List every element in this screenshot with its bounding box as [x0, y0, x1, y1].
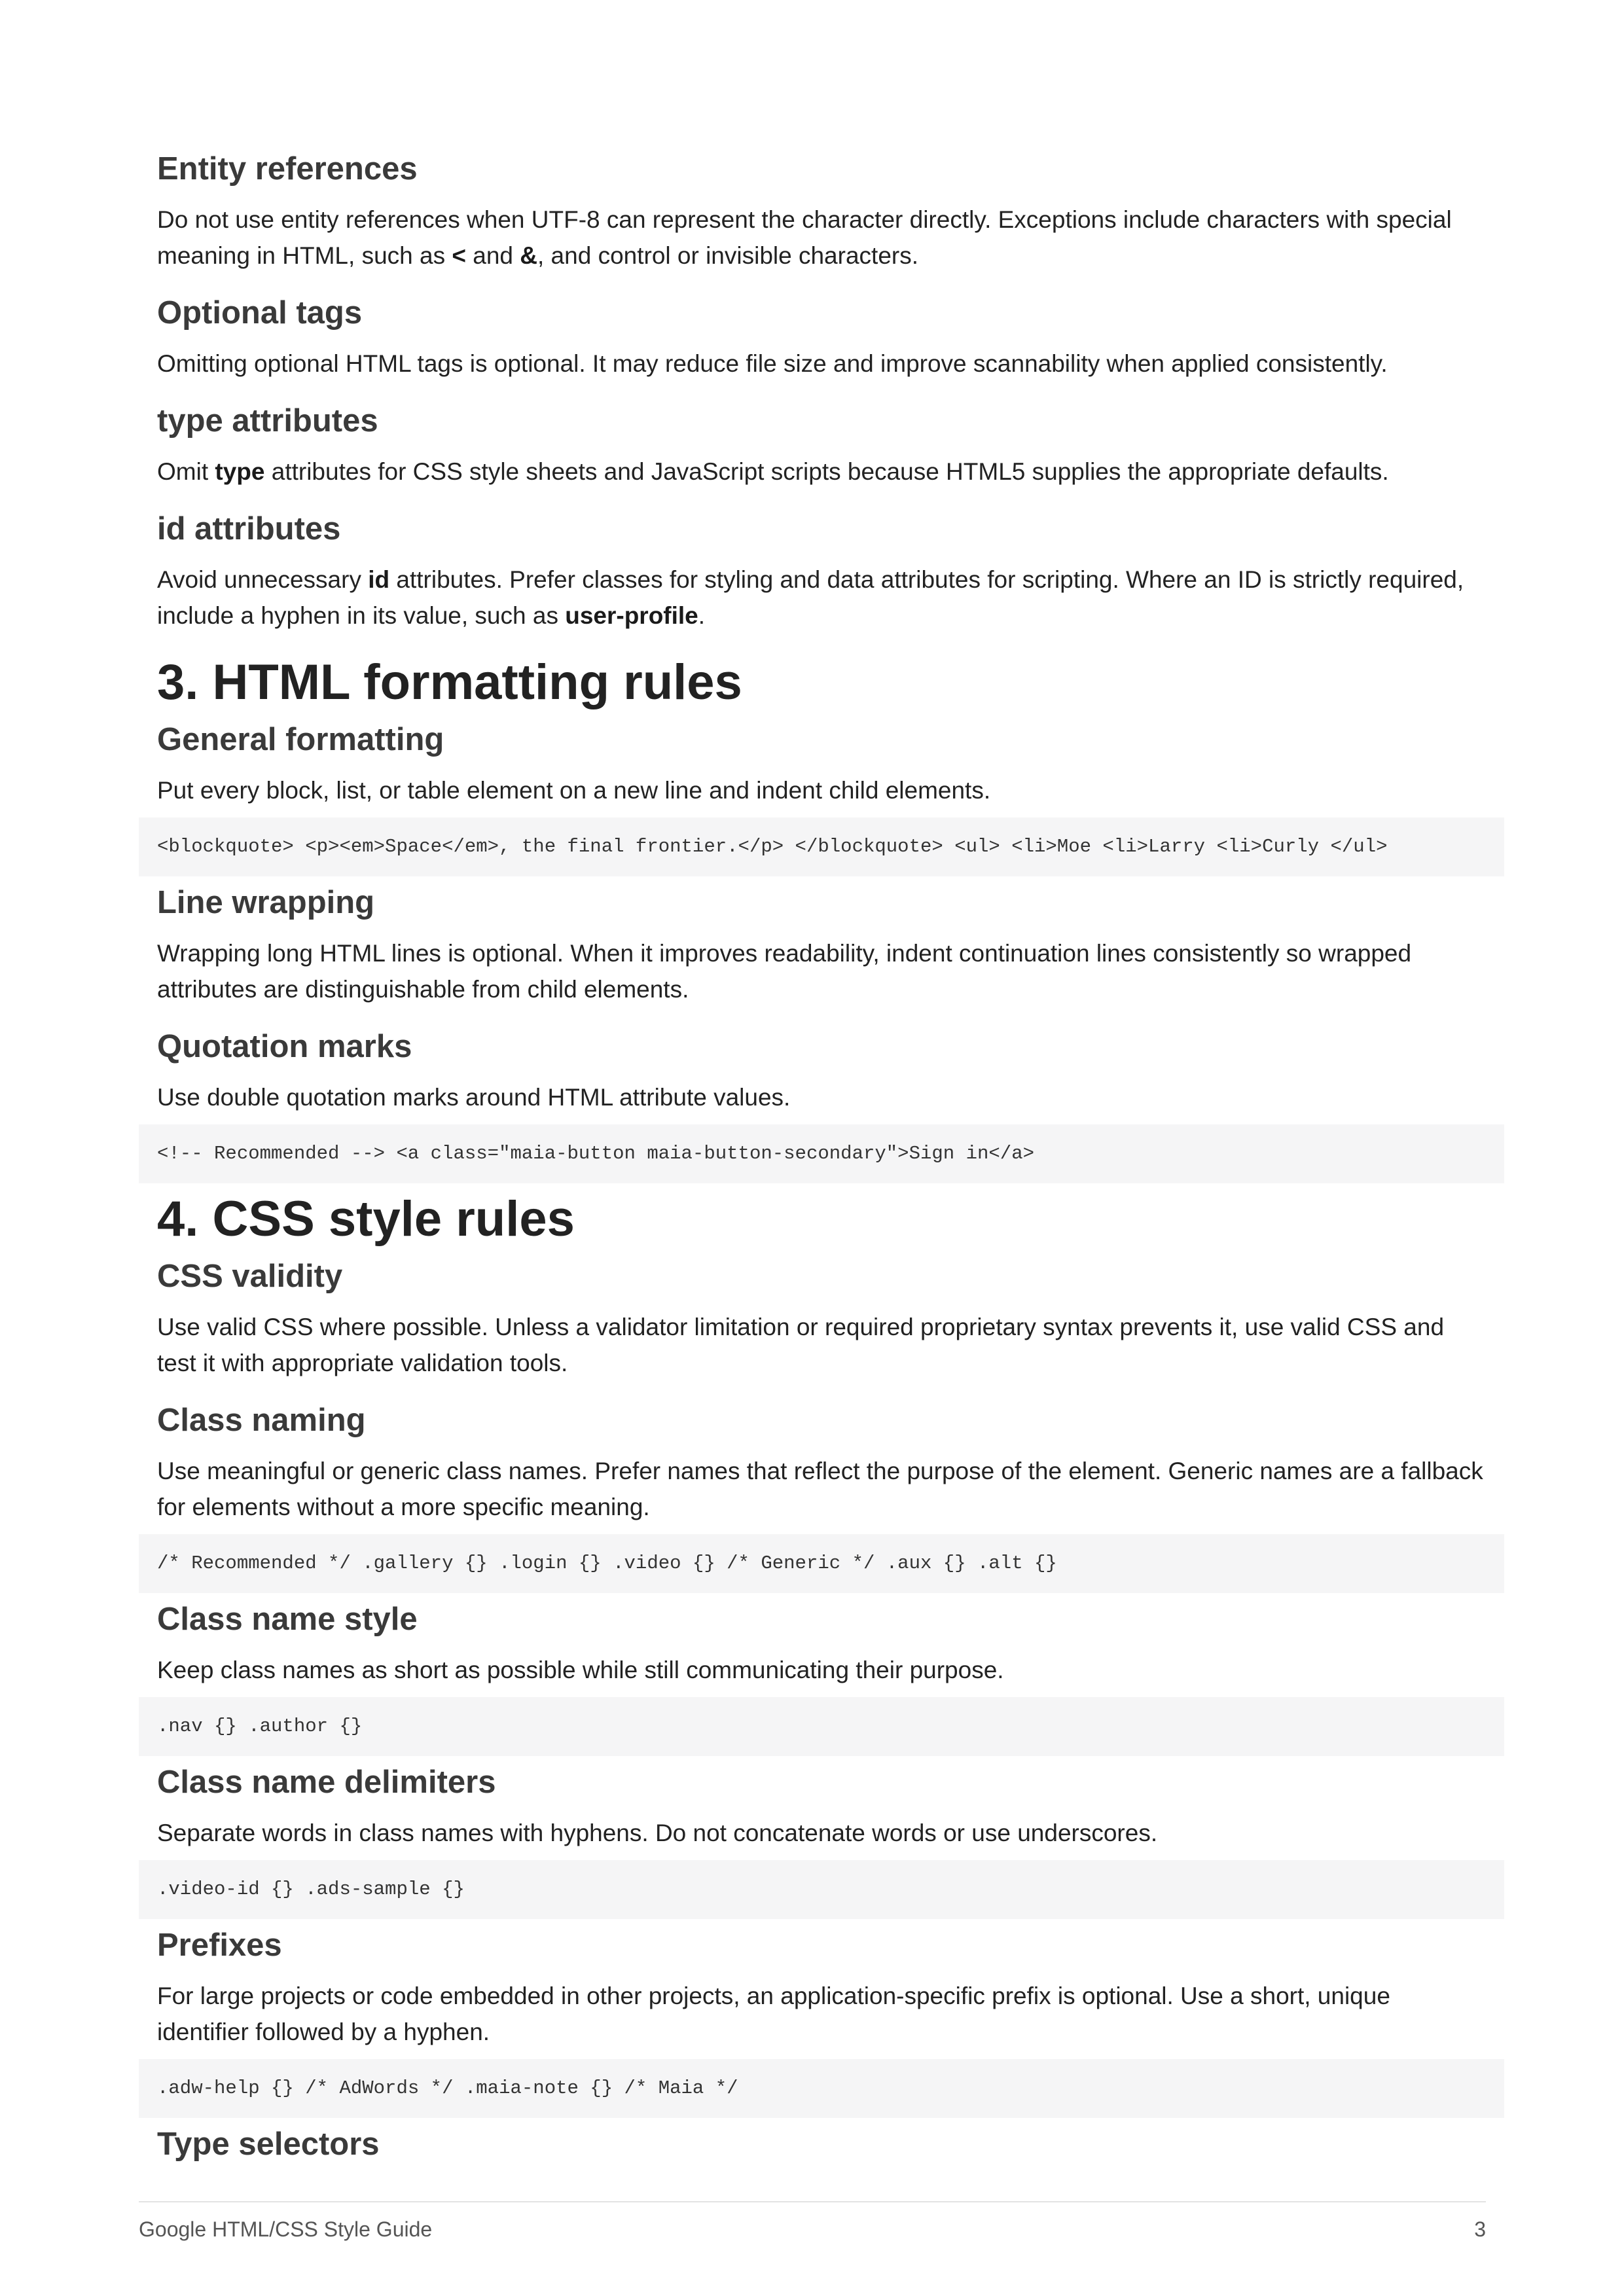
- heading-id-attributes: id attributes: [157, 511, 341, 547]
- code-block-class-name-delimiters: .video-id {} .ads-sample {}: [139, 1860, 1504, 1919]
- heading-prefixes: Prefixes: [157, 1928, 282, 1963]
- heading-general-formatting: General formatting: [157, 722, 444, 757]
- text-span: Do not use entity references when UTF-8 can represent the character directly. Exceptions include characters with special meaning in HTML, such as: [157, 206, 1452, 269]
- bold-type: type: [215, 458, 265, 485]
- paragraph-entity-references: [157, 202, 1486, 274]
- bold-lt: <: [452, 242, 466, 269]
- bold-id: id: [368, 566, 390, 593]
- text-span: and: [465, 242, 520, 269]
- paragraph-class-name-style: Keep class names as short as possible while still communicating their purpose.: [157, 1657, 1004, 1683]
- heading-quotation-marks: Quotation marks: [157, 1029, 412, 1064]
- paragraph-type-attributes: [157, 454, 1486, 490]
- bold-amp: &: [520, 242, 537, 269]
- bold-user-profile: user-profile: [565, 602, 698, 629]
- text-span: , and control or invisible characters.: [537, 242, 918, 269]
- heading-type-attributes: type attributes: [157, 403, 378, 439]
- text-span: attributes. Prefer classes for styling and data attributes for scripting. Where an ID is strictly required, include a hyphen in its value, such as: [157, 566, 1464, 629]
- footer-divider: [139, 2201, 1486, 2202]
- paragraph-prefixes: For large projects or code embedded in other projects, an application-specific prefix is optional. Use a short, unique identifier followed by a hyphen.: [157, 1982, 1390, 2045]
- text-span: .: [698, 602, 706, 629]
- paragraph-line-wrapping: Wrapping long HTML lines is optional. When it improves readability, indent continuation lines consistently so wrapped attributes are distinguishable from child elements.: [157, 940, 1412, 1003]
- text-span: Omit: [157, 458, 215, 485]
- code-block-class-naming: /* Recommended */ .gallery {} .login {} .video {} /* Generic */ .aux {} .alt {}: [139, 1534, 1504, 1593]
- code-block-general-formatting: <blockquote> <p><em>Space</em>, the final frontier.</p> </blockquote> <ul> <li>Moe <li>Larry <li>Curly </ul>: [139, 817, 1504, 876]
- paragraph-class-naming: Use meaningful or generic class names. Prefer names that reflect the purpose of the element. Generic names are a fallback for elements without a more specific meaning.: [157, 1458, 1483, 1520]
- heading-class-name-style: Class name style: [157, 1602, 418, 1637]
- paragraph-optional-tags: Omitting optional HTML tags is optional. It may reduce file size and improve scannability when applied consistently.: [157, 350, 1388, 377]
- code-block-class-name-style: .nav {} .author {}: [139, 1697, 1504, 1756]
- text-span: attributes for CSS style sheets and JavaScript scripts because HTML5 supplies the appropriate defaults.: [264, 458, 1389, 485]
- paragraph-id-attributes: [157, 562, 1486, 634]
- page-content: [157, 149, 1486, 2177]
- heading-class-naming: Class naming: [157, 1403, 366, 1438]
- heading-class-name-delimiters: Class name delimiters: [157, 1765, 496, 1800]
- paragraph-css-validity: Use valid CSS where possible. Unless a validator limitation or required proprietary syntax prevents it, use valid CSS and test it with appropriate validation tools.: [157, 1314, 1445, 1376]
- paragraph-quotation-marks: Use double quotation marks around HTML attribute values.: [157, 1084, 791, 1111]
- heading-type-selectors: Type selectors: [157, 2126, 380, 2162]
- paragraph-class-name-delimiters: Separate words in class names with hyphens. Do not concatenate words or use underscores.: [157, 1820, 1158, 1846]
- code-block-quotation-marks: <!-- Recommended --> <a class="maia-button maia-button-secondary">Sign in</a>: [139, 1124, 1504, 1183]
- heading-line-wrapping: Line wrapping: [157, 885, 375, 920]
- heading-entity-references: Entity references: [157, 151, 418, 187]
- heading-css-style-rules: 4. CSS style rules: [157, 1191, 575, 1247]
- heading-html-formatting-rules: 3. HTML formatting rules: [157, 655, 742, 710]
- paragraph-general-formatting: Put every block, list, or table element on a new line and indent child elements.: [157, 777, 991, 804]
- footer-document-title: Google HTML/CSS Style Guide: [139, 2217, 433, 2241]
- heading-optional-tags: Optional tags: [157, 295, 363, 331]
- footer-page-number: 3: [1474, 2217, 1486, 2241]
- code-block-prefixes: .adw-help {} /* AdWords */ .maia-note {} /* Maia */: [139, 2059, 1504, 2118]
- heading-css-validity: CSS validity: [157, 1259, 343, 1294]
- text-span: Avoid unnecessary: [157, 566, 369, 593]
